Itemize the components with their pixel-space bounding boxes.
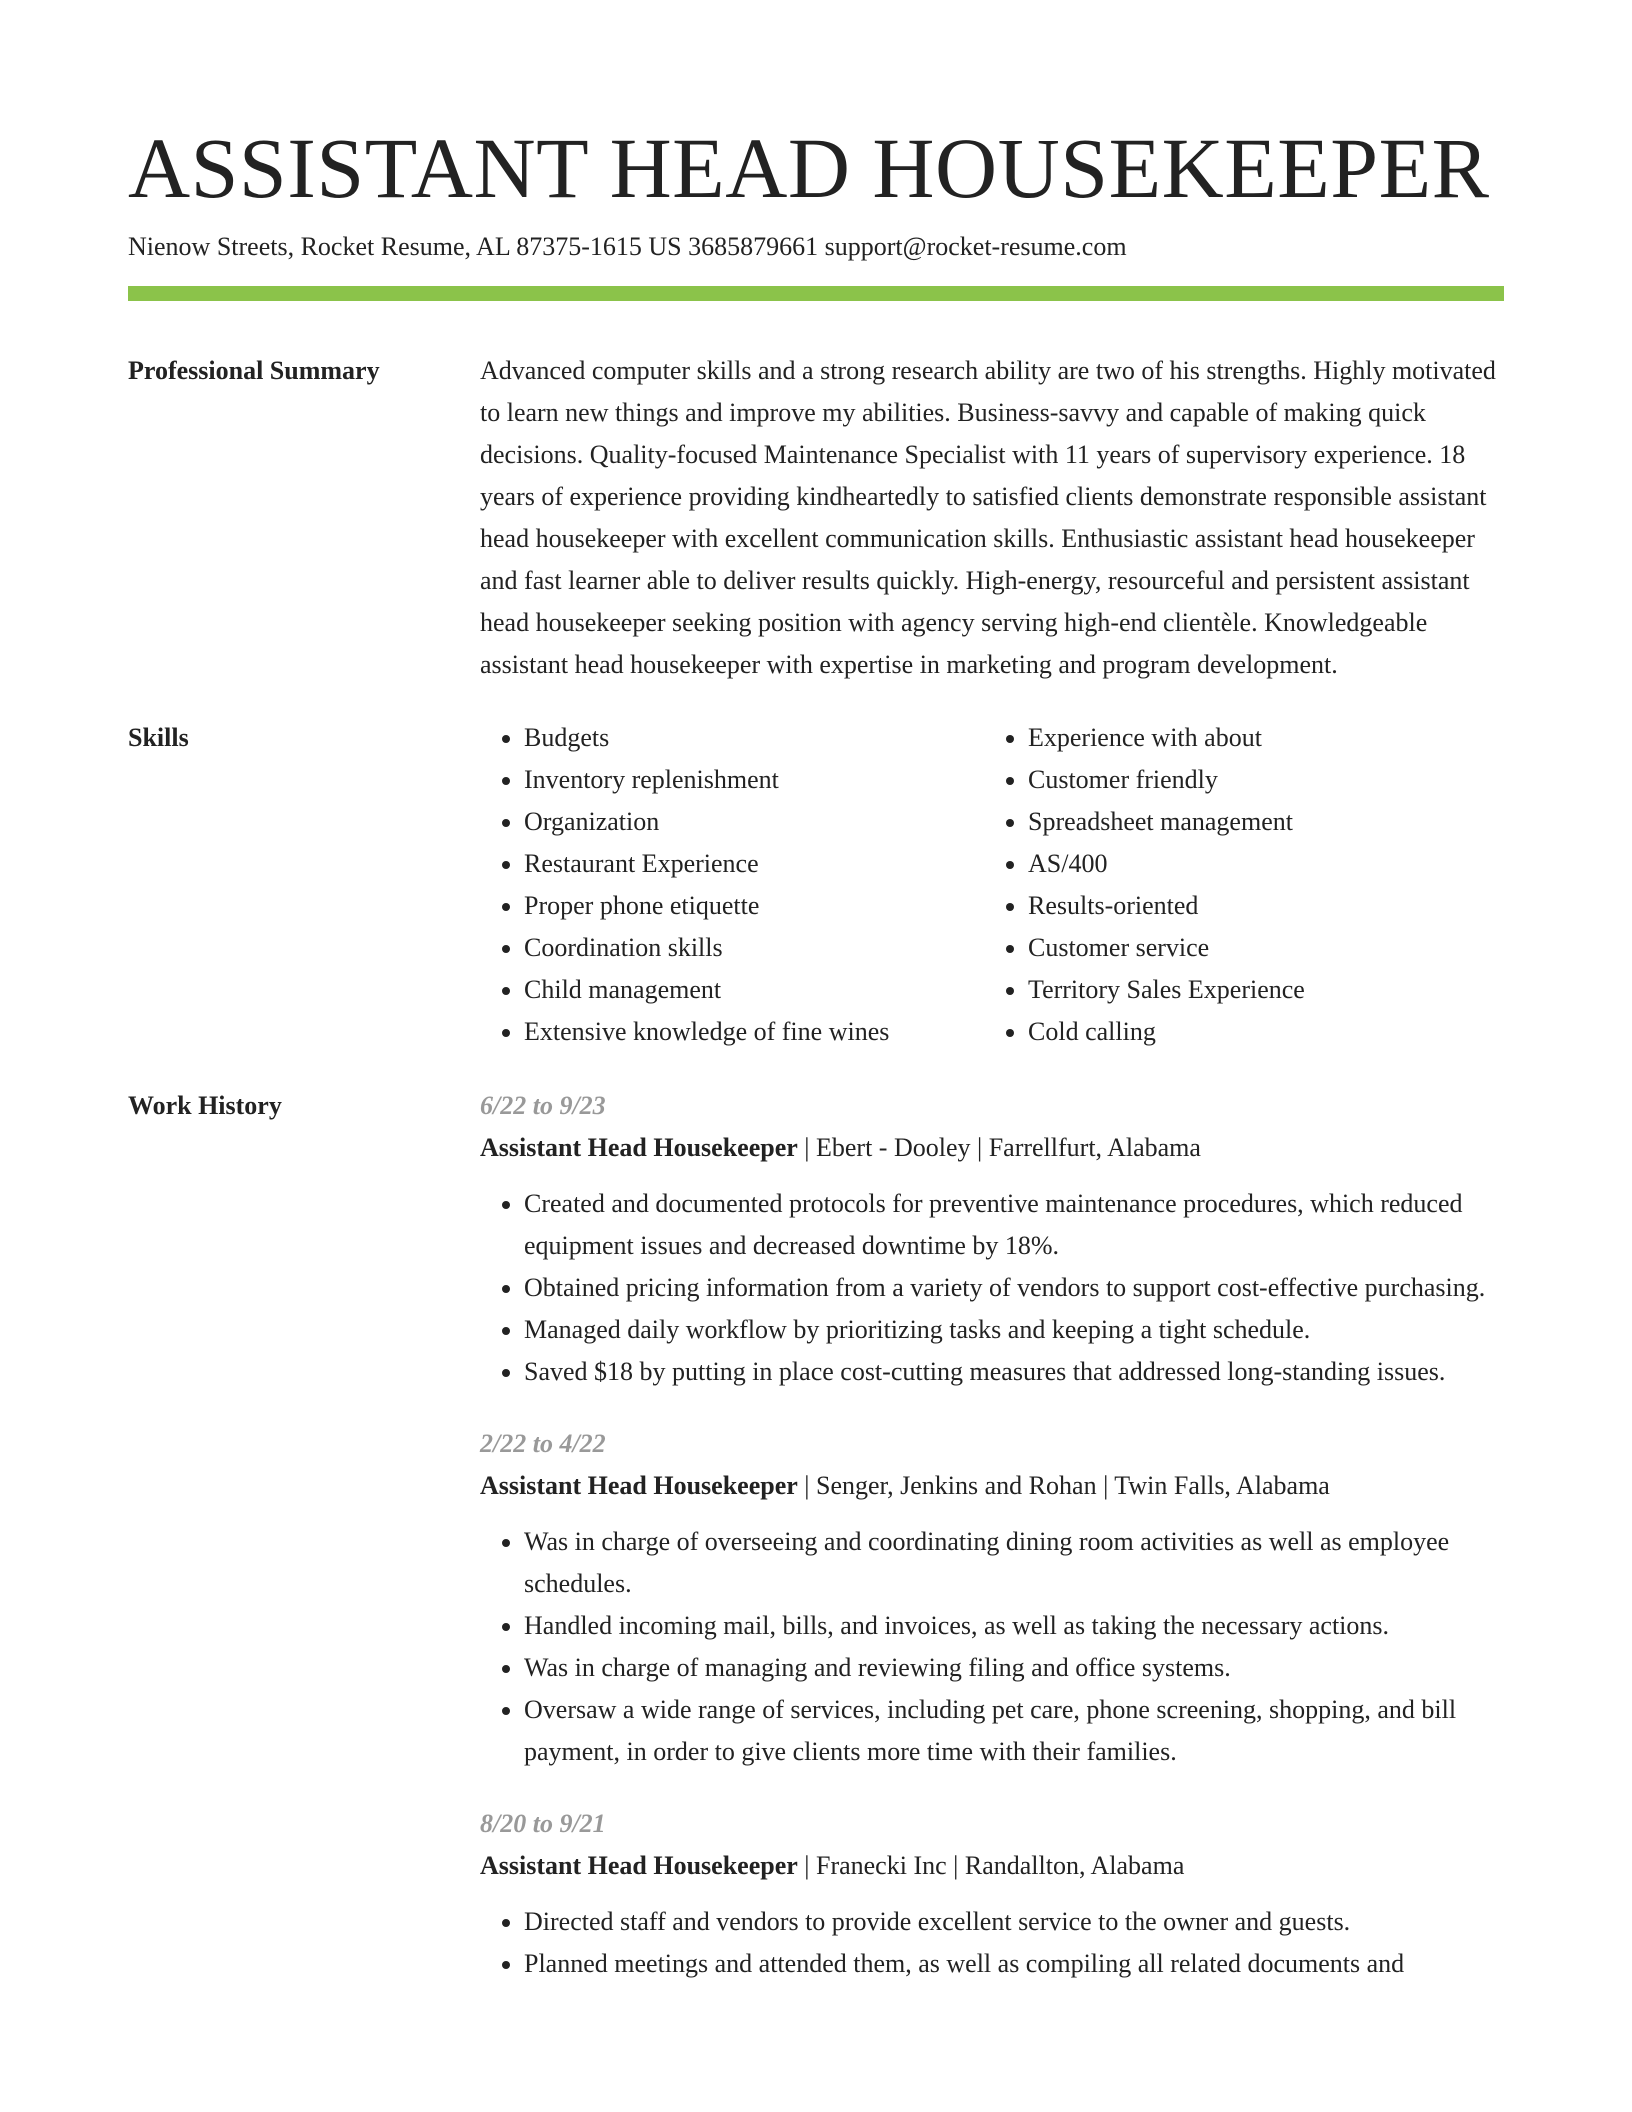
job-heading xyxy=(480,1465,1504,1507)
contact-line: Nienow Streets, Rocket Resume, AL 87375-1615 US 3685879661 support@rocket-resume.com xyxy=(128,232,1127,261)
skill-item: • Customer service xyxy=(1028,927,1504,969)
job-title: Assistant Head Housekeeper xyxy=(480,1851,798,1880)
resume-page xyxy=(128,118,1504,2015)
skill-item: • Extensive knowledge of fine wines xyxy=(524,1011,984,1053)
job-bullet: • Created and documented protocols for preventive maintenance procedures, which reduced equipment issues and decreased downtime by 18%. xyxy=(524,1183,1504,1267)
skill-item: • Inventory replenishment xyxy=(524,759,984,801)
skill-item: • Results-oriented xyxy=(1028,885,1504,927)
job-heading xyxy=(480,1845,1504,1887)
job-bullets xyxy=(480,1521,1504,1773)
skills-list-left xyxy=(480,717,984,1053)
skill-item: • Spreadsheet management xyxy=(1028,801,1504,843)
job-bullet: • Was in charge of overseeing and coordinating dining room activities as well as employee schedules. xyxy=(524,1521,1504,1605)
job-bullet: • Obtained pricing information from a variety of vendors to support cost-effective purchasing. xyxy=(524,1267,1504,1309)
skills-section xyxy=(128,717,1504,1053)
skill-item: • Child management xyxy=(524,969,984,1011)
skill-item: • Coordination skills xyxy=(524,927,984,969)
job-bullet: • Saved $18 by putting in place cost-cutting measures that addressed long-standing issues. xyxy=(524,1351,1504,1393)
job-title: Assistant Head Housekeeper xyxy=(480,1471,798,1500)
skill-item: • Experience with about xyxy=(1028,717,1504,759)
job-entry xyxy=(480,1085,1504,1393)
job-bullet: • Oversaw a wide range of services, including pet care, phone screening, shopping, and bill payment, in order to give clients more time with their families. xyxy=(524,1689,1504,1773)
skill-item: • Restaurant Experience xyxy=(524,843,984,885)
job-employer-location: | Senger, Jenkins and Rohan | Twin Falls, Alabama xyxy=(797,1471,1330,1500)
job-bullet: • Handled incoming mail, bills, and invoices, as well as taking the necessary actions. xyxy=(524,1605,1504,1647)
job-date: 2/22 to 4/22 xyxy=(480,1429,606,1458)
job-bullet: • Planned meetings and attended them, as well as compiling all related documents and xyxy=(524,1943,1504,1985)
summary-section xyxy=(128,350,1504,686)
job-bullets xyxy=(480,1901,1504,1985)
section-title-summary: Professional Summary xyxy=(128,356,380,385)
job-employer-location: | Ebert - Dooley | Farrellfurt, Alabama xyxy=(797,1133,1201,1162)
job-title: Assistant Head Housekeeper xyxy=(480,1133,798,1162)
job-date: 8/20 to 9/21 xyxy=(480,1809,606,1838)
job-entry xyxy=(480,1423,1504,1773)
skills-grid xyxy=(480,717,1504,1053)
skill-item: • Proper phone etiquette xyxy=(524,885,984,927)
section-title-skills: Skills xyxy=(128,723,189,752)
job-bullets xyxy=(480,1183,1504,1393)
job-bullet: • Was in charge of managing and reviewing filing and office systems. xyxy=(524,1647,1504,1689)
work-history-section xyxy=(128,1085,1504,2015)
job-entry xyxy=(480,1803,1504,1985)
job-heading xyxy=(480,1127,1504,1169)
job-bullet: • Managed daily workflow by prioritizing tasks and keeping a tight schedule. xyxy=(524,1309,1504,1351)
skill-item: • Budgets xyxy=(524,717,984,759)
skill-item: • Organization xyxy=(524,801,984,843)
skill-item: • AS/400 xyxy=(1028,843,1504,885)
job-date: 6/22 to 9/23 xyxy=(480,1091,606,1120)
accent-divider xyxy=(128,286,1504,301)
section-title-work-history: Work History xyxy=(128,1091,282,1120)
job-employer-location: | Franecki Inc | Randallton, Alabama xyxy=(797,1851,1185,1880)
skill-item: • Customer friendly xyxy=(1028,759,1504,801)
skill-item: • Cold calling xyxy=(1028,1011,1504,1053)
summary-text: Advanced computer skills and a strong research ability are two of his strengths. Highly motivated to learn new things and improve my abilities. Business-savvy and capable of making quick decisions. Quality-focused Maintenance Specialist with 11 years of supervisory experience. 18 years of experience providing kindheartedly to satisfied clients demonstrate responsible assistant head housekeeper with excellent communication skills. Enthusiastic assistant head housekeeper and fast learner able to deliver results quickly. High-energy, resourceful and persistent assistant head housekeeper seeking position with agency serving high-end clientèle. Knowledgeable assistant head housekeeper with expertise in marketing and program development. xyxy=(480,356,1496,679)
job-bullet: • Directed staff and vendors to provide excellent service to the owner and guests. xyxy=(524,1901,1504,1943)
skill-item: • Territory Sales Experience xyxy=(1028,969,1504,1011)
candidate-name: ASSISTANT HEAD HOUSEKEEPER xyxy=(128,120,1490,216)
work-history-body xyxy=(480,1085,1504,2015)
skills-list-right xyxy=(984,717,1504,1053)
